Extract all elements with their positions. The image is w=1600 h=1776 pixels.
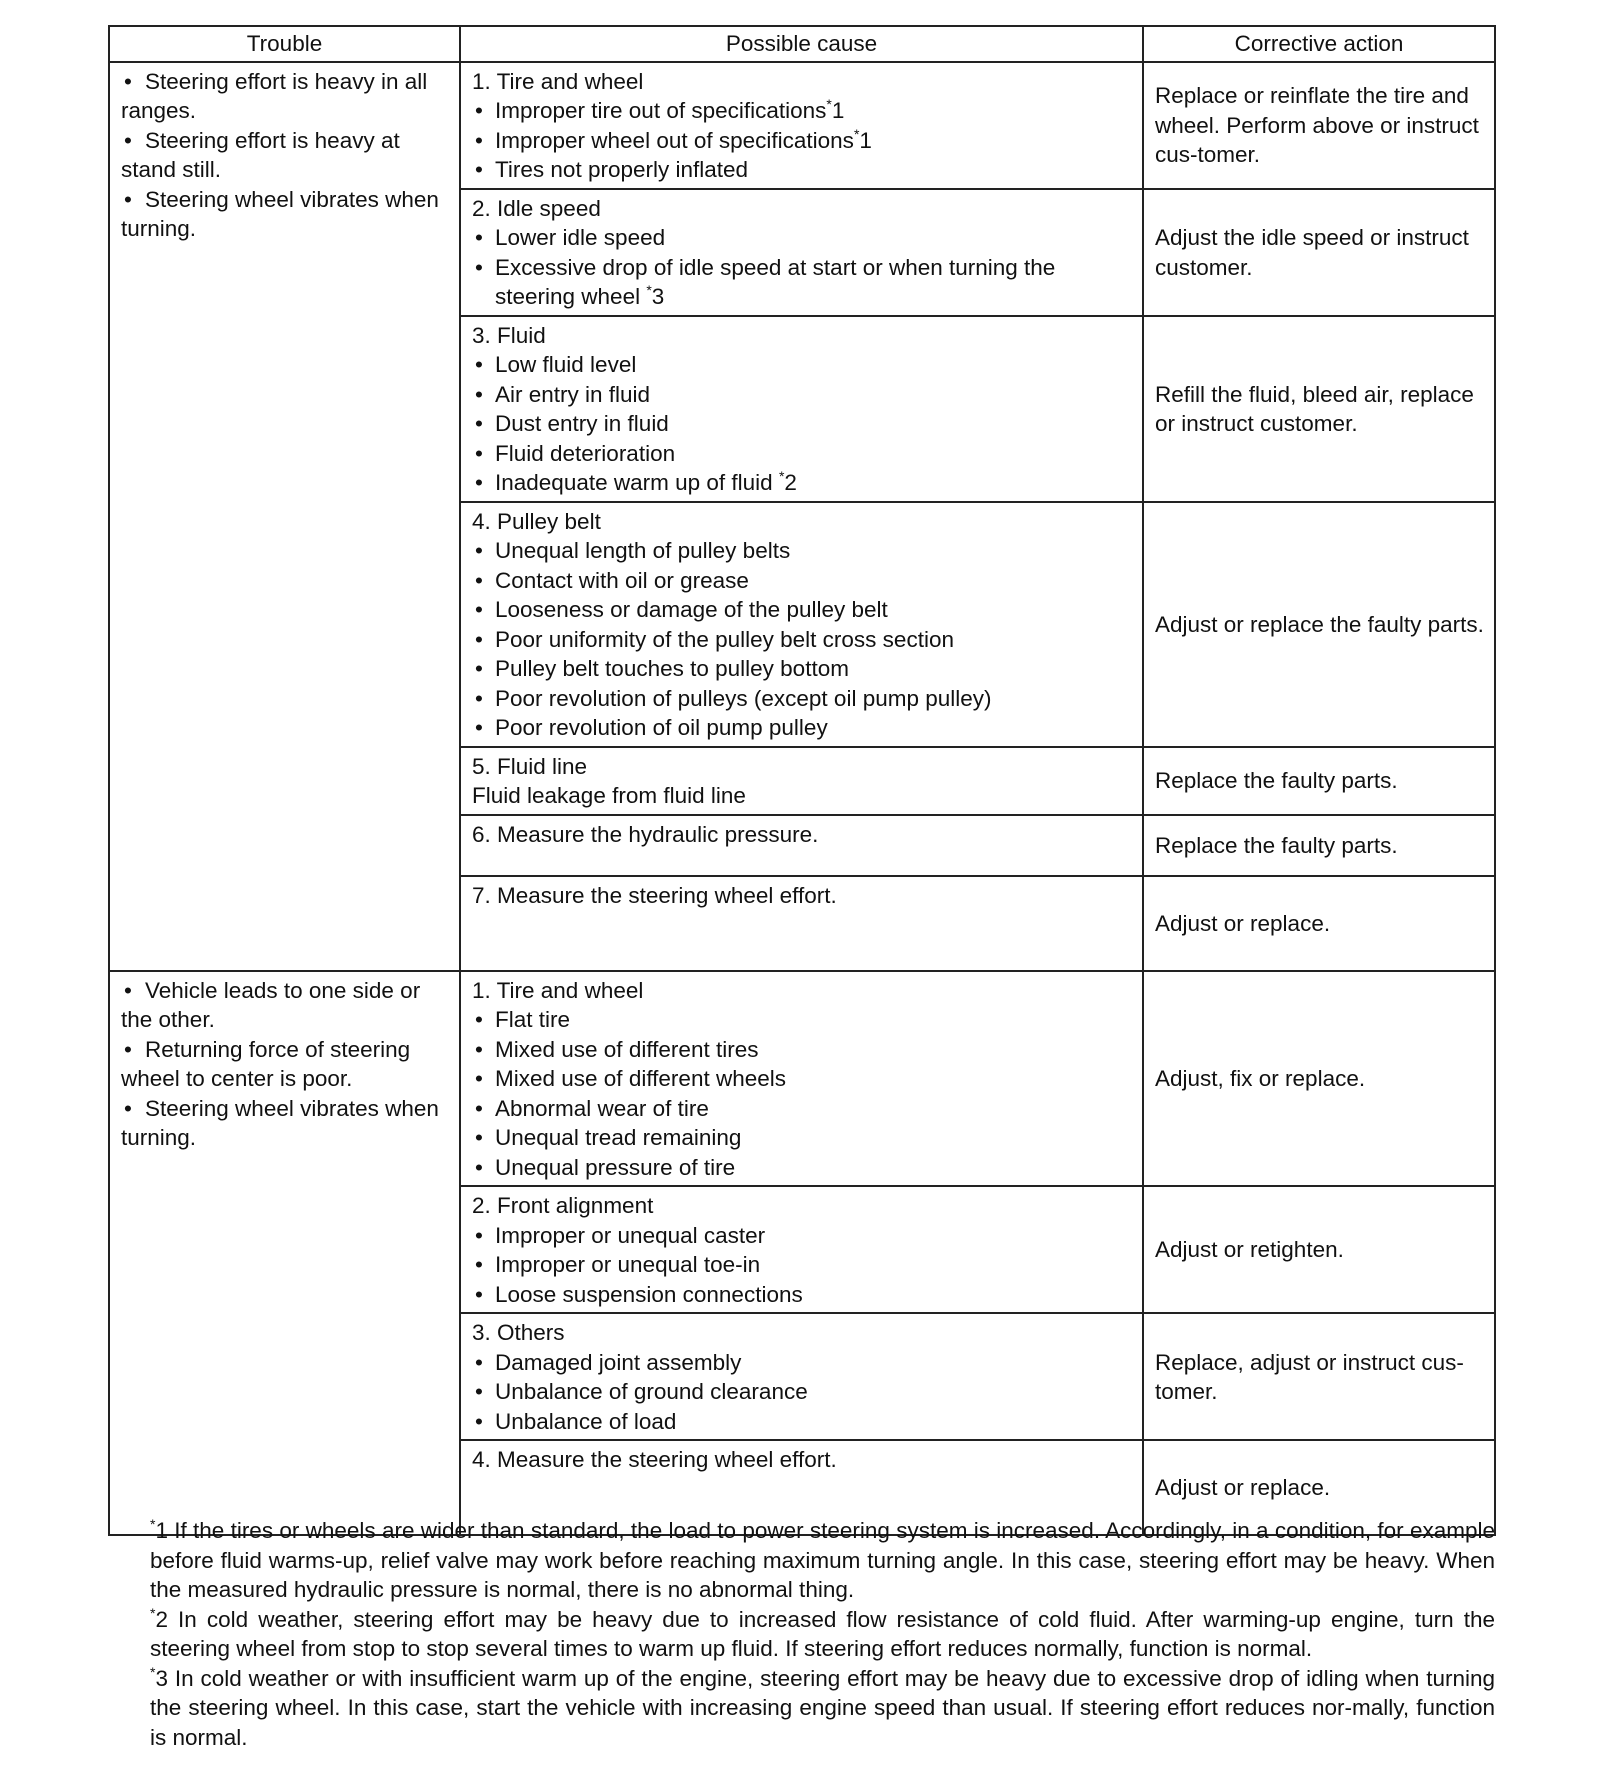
action-cell <box>1143 747 1495 815</box>
footnote-number: 3 <box>651 284 665 309</box>
cause-title: 3. Fluid <box>472 322 546 348</box>
footnote-3 <box>150 1664 1495 1753</box>
bullet-glyph: • <box>124 127 132 153</box>
trouble-text: Steering effort is heavy in all ranges. <box>121 68 428 123</box>
header-row <box>109 26 1495 62</box>
cause-bullet <box>472 1123 1132 1153</box>
header-corrective-action: Corrective action <box>1143 26 1495 62</box>
trouble-item <box>121 185 449 244</box>
cause-text: Fluid leakage from fluid line <box>472 783 746 808</box>
cause-text: Unequal length of pulley belts <box>495 538 791 563</box>
cause-title: 1. Tire and wheel <box>472 68 644 94</box>
cause-text: Unequal tread remaining <box>495 1125 742 1150</box>
footnote-text: 2 In cold weather, steering effort may be heavy due to increased flow resistance of cold fluid. After warming-up engine, turn the steering wheel from stop to stop several times to warm up fluid. If steering effort reduces normally, function is normal. <box>150 1606 1495 1661</box>
cause-title: 1. Tire and wheel <box>472 977 644 1003</box>
cause-bullet <box>472 409 1132 439</box>
cause-text: Loose suspension connections <box>495 1281 803 1307</box>
bullet-glyph: • <box>475 1125 483 1150</box>
footnote-marker: * <box>150 1516 156 1532</box>
action-cell <box>1143 1313 1495 1440</box>
cause-text: Looseness or damage of the pulley belt <box>495 597 888 622</box>
trouble-text: Steering effort is heavy at stand still. <box>121 127 400 182</box>
action-cell <box>1143 971 1495 1187</box>
bullet-glyph: • <box>475 685 483 711</box>
cause-text: Poor uniformity of the pulley belt cross section <box>495 626 954 652</box>
bullet-glyph: • <box>475 352 483 377</box>
cause-text: Inadequate warm up of fluid <box>495 470 779 495</box>
trouble-item <box>121 976 449 1035</box>
action-text: Adjust the idle speed or instruct customer. <box>1155 225 1469 280</box>
bullet-glyph: • <box>475 1379 483 1404</box>
cause-bullet <box>472 1221 1132 1251</box>
action-cell <box>1143 876 1495 971</box>
cause-text: Mixed use of different tires <box>495 1036 759 1062</box>
cause-bullet <box>472 1094 1132 1124</box>
trouble-text: Returning force of steering wheel to center is poor. <box>121 1036 411 1091</box>
cause-text: Air entry in fluid <box>495 381 651 407</box>
action-cell <box>1143 815 1495 876</box>
bullet-glyph: • <box>475 1154 483 1180</box>
bullet-glyph: • <box>475 1252 483 1277</box>
bullet-glyph: • <box>475 381 483 407</box>
trouble-text: Vehicle leads to one side or the other. <box>121 977 421 1032</box>
bullet-glyph: • <box>475 254 483 280</box>
bullet-glyph: • <box>475 1222 483 1248</box>
cause-title: 4. Measure the steering wheel effort. <box>472 1447 837 1472</box>
cause-text: Improper wheel out of specifications <box>495 127 854 153</box>
trouble-item <box>121 1094 449 1153</box>
bullet-glyph: • <box>124 1095 132 1121</box>
bullet-glyph: • <box>475 567 483 593</box>
footnotes <box>150 1516 1495 1752</box>
footnote-marker: * <box>646 282 652 298</box>
footnote-2 <box>150 1605 1495 1664</box>
cause-text: Flat tire <box>495 1007 571 1032</box>
bullet-glyph: • <box>475 225 483 250</box>
bullet-glyph: • <box>475 1408 483 1434</box>
bullet-glyph: • <box>475 597 483 622</box>
bullet-glyph: • <box>475 127 483 153</box>
cause-title: 7. Measure the steering wheel effort. <box>472 882 837 908</box>
footnote-marker: * <box>150 1663 156 1680</box>
cause-text: Unequal pressure of tire <box>495 1154 736 1180</box>
cause-text: Fluid deterioration <box>495 440 676 466</box>
cause-cell <box>460 815 1143 876</box>
bullet-glyph: • <box>475 1349 483 1375</box>
footnote-text: 3 In cold weather or with insufficient warm up of the engine, steering effort may be heavy due to excessive drop of idling when turning the steering wheel. In this case, start the vehicle with increasing engine speed than usual. If steering effort reduces nor-mally, function is normal. <box>150 1665 1495 1750</box>
cause-text: Unbalance of load <box>495 1408 677 1434</box>
cause-cell <box>460 971 1143 1187</box>
action-text: Replace the faulty parts. <box>1155 768 1398 794</box>
trouble-cell-vehicle-leads <box>109 971 460 1536</box>
table-row <box>109 971 1495 1187</box>
cause-bullet <box>472 566 1132 596</box>
action-text: Replace, adjust or instruct cus-tomer. <box>1155 1349 1464 1404</box>
cause-text: Lower idle speed <box>495 225 666 250</box>
footnote-marker: * <box>150 1604 156 1621</box>
cause-text: Tires not properly inflated <box>495 157 749 182</box>
cause-bullet <box>472 654 1132 684</box>
cause-cell <box>460 502 1143 747</box>
bullet-glyph: • <box>124 977 132 1003</box>
action-text: Adjust or replace the faulty parts. <box>1155 611 1484 637</box>
footnote-marker: * <box>778 468 785 484</box>
troubleshooting-table <box>108 25 1496 1536</box>
cause-cell <box>460 876 1143 971</box>
action-text: Adjust, fix or replace. <box>1155 1066 1366 1091</box>
cause-bullet <box>472 350 1132 380</box>
cause-text: Abnormal wear of tire <box>495 1095 709 1121</box>
cause-bullet <box>472 625 1132 655</box>
footnote-number: 1 <box>831 98 845 123</box>
trouble-cell-heavy-steering <box>109 62 460 971</box>
action-text: Adjust or replace. <box>1155 1475 1331 1501</box>
action-text: Replace the faulty parts. <box>1155 832 1398 858</box>
bullet-glyph: • <box>475 440 483 466</box>
bullet-glyph: • <box>475 626 483 652</box>
cause-bullet <box>472 1377 1132 1407</box>
cause-bullet <box>472 439 1132 469</box>
cause-bullet <box>472 595 1132 625</box>
bullet-glyph: • <box>475 1066 483 1091</box>
bullet-glyph: • <box>475 1036 483 1062</box>
cause-bullet <box>472 1407 1132 1437</box>
cause-text: Pulley belt touches to pulley bottom <box>495 656 849 681</box>
cause-text: Excessive drop of idle speed at start or when turning the steering wheel <box>495 254 1056 309</box>
cause-cell <box>460 189 1143 316</box>
trouble-item <box>121 126 449 185</box>
cause-title: 2. Idle speed <box>472 195 601 221</box>
footnote-number: 1 <box>859 127 872 153</box>
bullet-glyph: • <box>475 715 483 740</box>
cause-text: Improper tire out of specifications <box>495 98 827 123</box>
cause-text: Improper or unequal toe-in <box>495 1252 761 1277</box>
cause-bullet <box>472 1064 1132 1094</box>
cause-cell <box>460 1313 1143 1440</box>
bullet-glyph: • <box>124 68 132 94</box>
cause-text: Poor revolution of pulleys (except oil pump pulley) <box>495 685 992 711</box>
action-text: Replace or reinflate the tire and wheel. Perform above or instruct cus-tomer. <box>1155 83 1479 168</box>
cause-bullet <box>472 126 1132 156</box>
bullet-glyph: • <box>475 411 483 436</box>
table-row <box>109 62 1495 189</box>
action-cell <box>1143 502 1495 747</box>
cause-bullet <box>472 155 1132 185</box>
header-trouble: Trouble <box>109 26 460 62</box>
cause-bullet <box>472 380 1132 410</box>
cause-text: Unbalance of ground clearance <box>495 1379 808 1404</box>
footnote-marker: * <box>853 125 860 142</box>
cause-title: 4. Pulley belt <box>472 508 601 534</box>
cause-bullet <box>472 1035 1132 1065</box>
bullet-glyph: • <box>475 1095 483 1121</box>
footnote-text: 1 If the tires or wheels are wider than standard, the load to power steering system is increased. Accordingly, in a condition, for example before fluid warms-up, relief valve may work before reaching maximum turning angle. In this case, steering effort may be heavy. When the measured hydraulic pressure is normal, there is no abnormal thing. <box>150 1518 1495 1602</box>
cause-bullet <box>472 536 1132 566</box>
header-possible-cause: Possible cause <box>460 26 1143 62</box>
cause-cell <box>460 1186 1143 1313</box>
action-cell <box>1143 316 1495 502</box>
cause-text: Contact with oil or grease <box>495 567 749 593</box>
cause-bullet <box>472 468 1132 498</box>
trouble-text: Steering wheel vibrates when turning. <box>121 1095 439 1150</box>
cause-bullet <box>472 223 1132 253</box>
cause-text: Low fluid level <box>495 352 637 377</box>
trouble-item <box>121 67 449 126</box>
cause-cell <box>460 62 1143 189</box>
cause-bullet <box>472 684 1132 714</box>
trouble-text: Steering wheel vibrates when turning. <box>121 186 439 241</box>
cause-bullet <box>472 253 1132 312</box>
action-cell <box>1143 62 1495 189</box>
bullet-glyph: • <box>475 1007 483 1032</box>
cause-text: Poor revolution of oil pump pulley <box>495 715 828 740</box>
footnote-1 <box>150 1516 1495 1605</box>
action-cell <box>1143 189 1495 316</box>
bullet-glyph: • <box>124 186 132 212</box>
cause-bullet <box>472 1280 1132 1310</box>
cause-bullet <box>472 1250 1132 1280</box>
cause-title: 2. Front alignment <box>472 1193 654 1218</box>
trouble-item <box>121 1035 449 1094</box>
cause-text: Dust entry in fluid <box>495 411 669 436</box>
bullet-glyph: • <box>475 470 483 495</box>
footnote-number: 2 <box>784 470 797 495</box>
cause-text: Improper or unequal caster <box>495 1222 766 1248</box>
action-text: Adjust or replace. <box>1155 910 1331 936</box>
action-cell <box>1143 1186 1495 1313</box>
cause-bullet <box>472 1153 1132 1183</box>
cause-title: 6. Measure the hydraulic pressure. <box>472 821 819 847</box>
action-text: Refill the fluid, bleed air, replace or instruct customer. <box>1155 381 1474 436</box>
bullet-glyph: • <box>475 1281 483 1307</box>
cause-bullet <box>472 713 1132 743</box>
cause-cell <box>460 747 1143 815</box>
bullet-glyph: • <box>475 98 483 123</box>
cause-cell <box>460 316 1143 502</box>
cause-title: 3. Others <box>472 1320 565 1345</box>
cause-bullet <box>472 1005 1132 1035</box>
cause-text: Mixed use of different wheels <box>495 1066 786 1091</box>
cause-text: Damaged joint assembly <box>495 1349 742 1375</box>
bullet-glyph: • <box>124 1036 132 1062</box>
bullet-glyph: • <box>475 656 483 681</box>
cause-bullet <box>472 96 1132 126</box>
bullet-glyph: • <box>475 538 483 563</box>
footnote-marker: * <box>826 96 832 112</box>
cause-bullet <box>472 1348 1132 1378</box>
cause-title: 5. Fluid line <box>472 753 588 779</box>
bullet-glyph: • <box>475 157 483 182</box>
action-text: Adjust or retighten. <box>1155 1237 1344 1263</box>
